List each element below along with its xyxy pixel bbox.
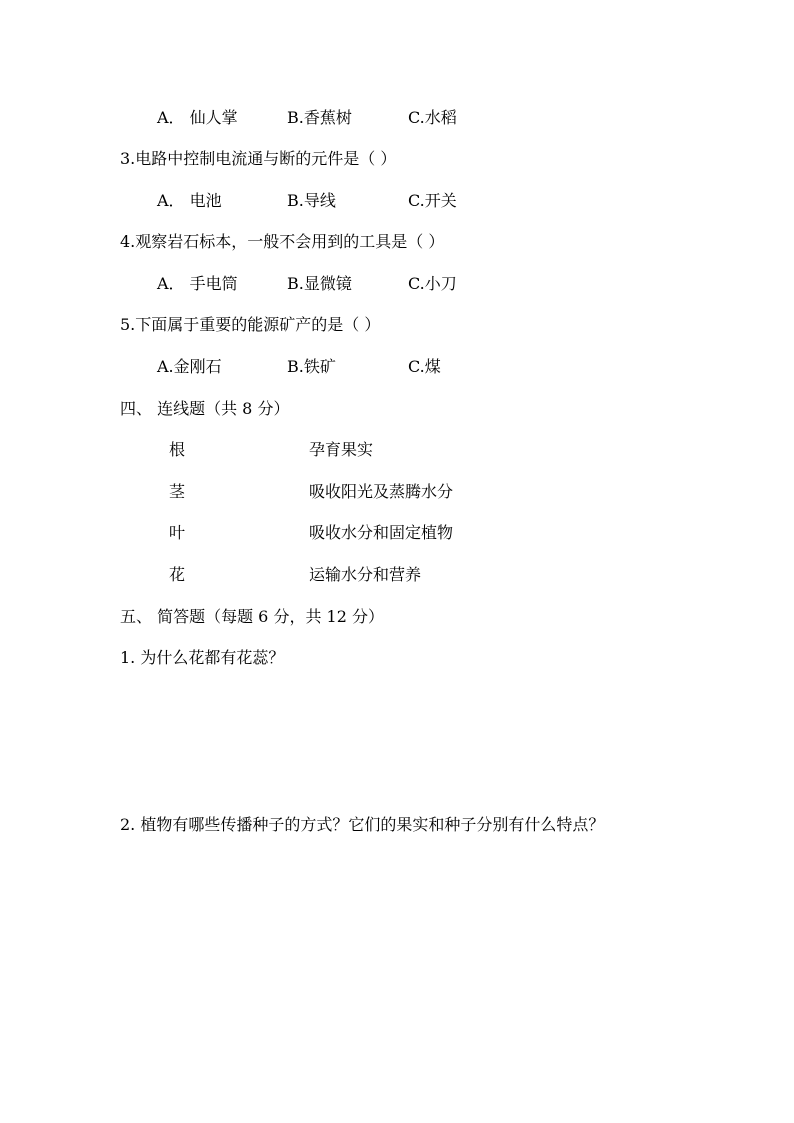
section4-heading: 四、 连线题（共 8 分） — [120, 399, 290, 418]
q2-option-a: A． 仙人掌 — [157, 108, 238, 127]
q5-option-c: C.煤 — [408, 357, 441, 376]
q3-stem: 3.电路中控制电流通与断的元件是（ ） — [120, 149, 397, 168]
q2-option-c: C.水稻 — [408, 108, 457, 127]
match-left-item: 花 — [169, 565, 186, 584]
match-left-item: 叶 — [169, 523, 186, 542]
section5-question-2: 2. 植物有哪些传播种子的方式？它们的果实和种子分别有什么特点？ — [120, 815, 605, 834]
q4-option-b: B.显微镜 — [287, 274, 352, 293]
section5-question-1: 1. 为什么花都有花蕊？ — [120, 648, 285, 667]
q4-option-c: C.小刀 — [408, 274, 457, 293]
q3-option-c: C.开关 — [408, 191, 457, 210]
match-right-item: 吸收水分和固定植物 — [309, 523, 454, 542]
q3-option-b: B.导线 — [287, 191, 336, 210]
match-left-item: 根 — [169, 440, 186, 459]
q5-option-b: B.铁矿 — [287, 357, 336, 376]
match-left-item: 茎 — [169, 482, 186, 501]
q4-stem: 4.观察岩石标本，一般不会用到的工具是（ ） — [120, 232, 445, 251]
q5-option-a: A.金刚石 — [157, 357, 222, 376]
match-right-item: 吸收阳光及蒸腾水分 — [309, 482, 454, 501]
match-right-item: 运输水分和营养 — [309, 565, 422, 584]
section5-heading: 五、 简答题（每题 6 分，共 12 分） — [120, 607, 384, 626]
match-right-item: 孕育果实 — [309, 440, 374, 459]
q4-option-a: A． 手电筒 — [157, 274, 238, 293]
q3-option-a: A． 电池 — [157, 191, 222, 210]
q2-option-b: B.香蕉树 — [287, 108, 352, 127]
q5-stem: 5.下面属于重要的能源矿产的是（ ） — [120, 315, 381, 334]
